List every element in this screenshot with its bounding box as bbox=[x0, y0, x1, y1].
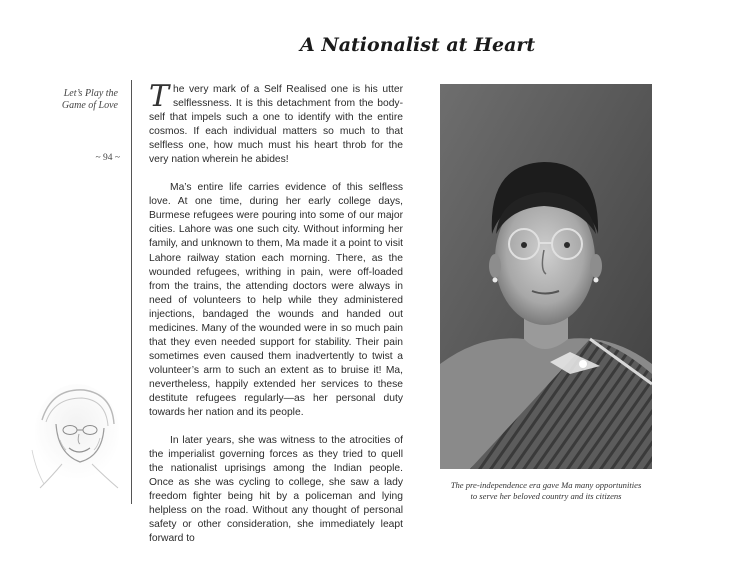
page-number: ~ 94 ~ bbox=[95, 153, 120, 163]
running-header-line-1: Let’s Play the bbox=[63, 88, 118, 99]
margin-divider bbox=[131, 80, 132, 504]
portrait-photo bbox=[440, 84, 652, 469]
paragraph-1-text: he very mark of a Self Realised one is his utter selflessness. It is this detachment from the body-self that impels such a one to identify with the entire cosmos. If each individual matters so much to that selfless one, how much must his heart throb for the very nation wherein he abides! bbox=[149, 84, 403, 166]
paragraph-2: Ma’s entire life carries evidence of this selfless love. At one time, during her early college days, Burmese refugees were pouring into some of our major cities. Lahore was one such city. Without informing her family, and unknown to them, Ma made it a point to visit Lahore railway station each morning. There, as the wounded refugees, writhing in pain, were off-loaded from the trains, the attending doctors were always in need of volunteers to help while they administered injections, bandaged the wounds and handed out medicines. Many of the wounded were in so much pain that they even needed support for stability. Their pain sometimes even caused them inadvertently to twist a volunteer’s arm to such an extent as to bruise it! Ma, nevertheless, happily extended her services to these destitute refugees regularly—as her personal duty towards her nation and its people. bbox=[149, 182, 403, 419]
caption-line-1: The pre-independence era gave Ma many opportunities bbox=[450, 480, 642, 490]
portrait-sketch bbox=[22, 380, 126, 492]
running-header bbox=[38, 88, 118, 112]
photo-caption bbox=[440, 480, 652, 502]
article-body bbox=[149, 79, 403, 560]
running-header-line-2: Game of Love bbox=[61, 100, 118, 111]
drop-cap: T bbox=[149, 79, 170, 114]
paragraph-1 bbox=[149, 79, 403, 167]
page-title: A Nationalist at Heart bbox=[300, 34, 536, 56]
paragraph-3: In later years, she was witness to the atrocities of the imperialist governing forces as they tried to quell the nationalist uprisings among the Indian people. Once as she was cycling to college, she saw a lady freedom fighter being hit by a policeman and lying helpless on the road. Without any thought of personal safety or other consideration, she immediately leapt forward to bbox=[149, 435, 403, 545]
caption-line-2: to serve her beloved country and its citizens bbox=[470, 491, 622, 501]
